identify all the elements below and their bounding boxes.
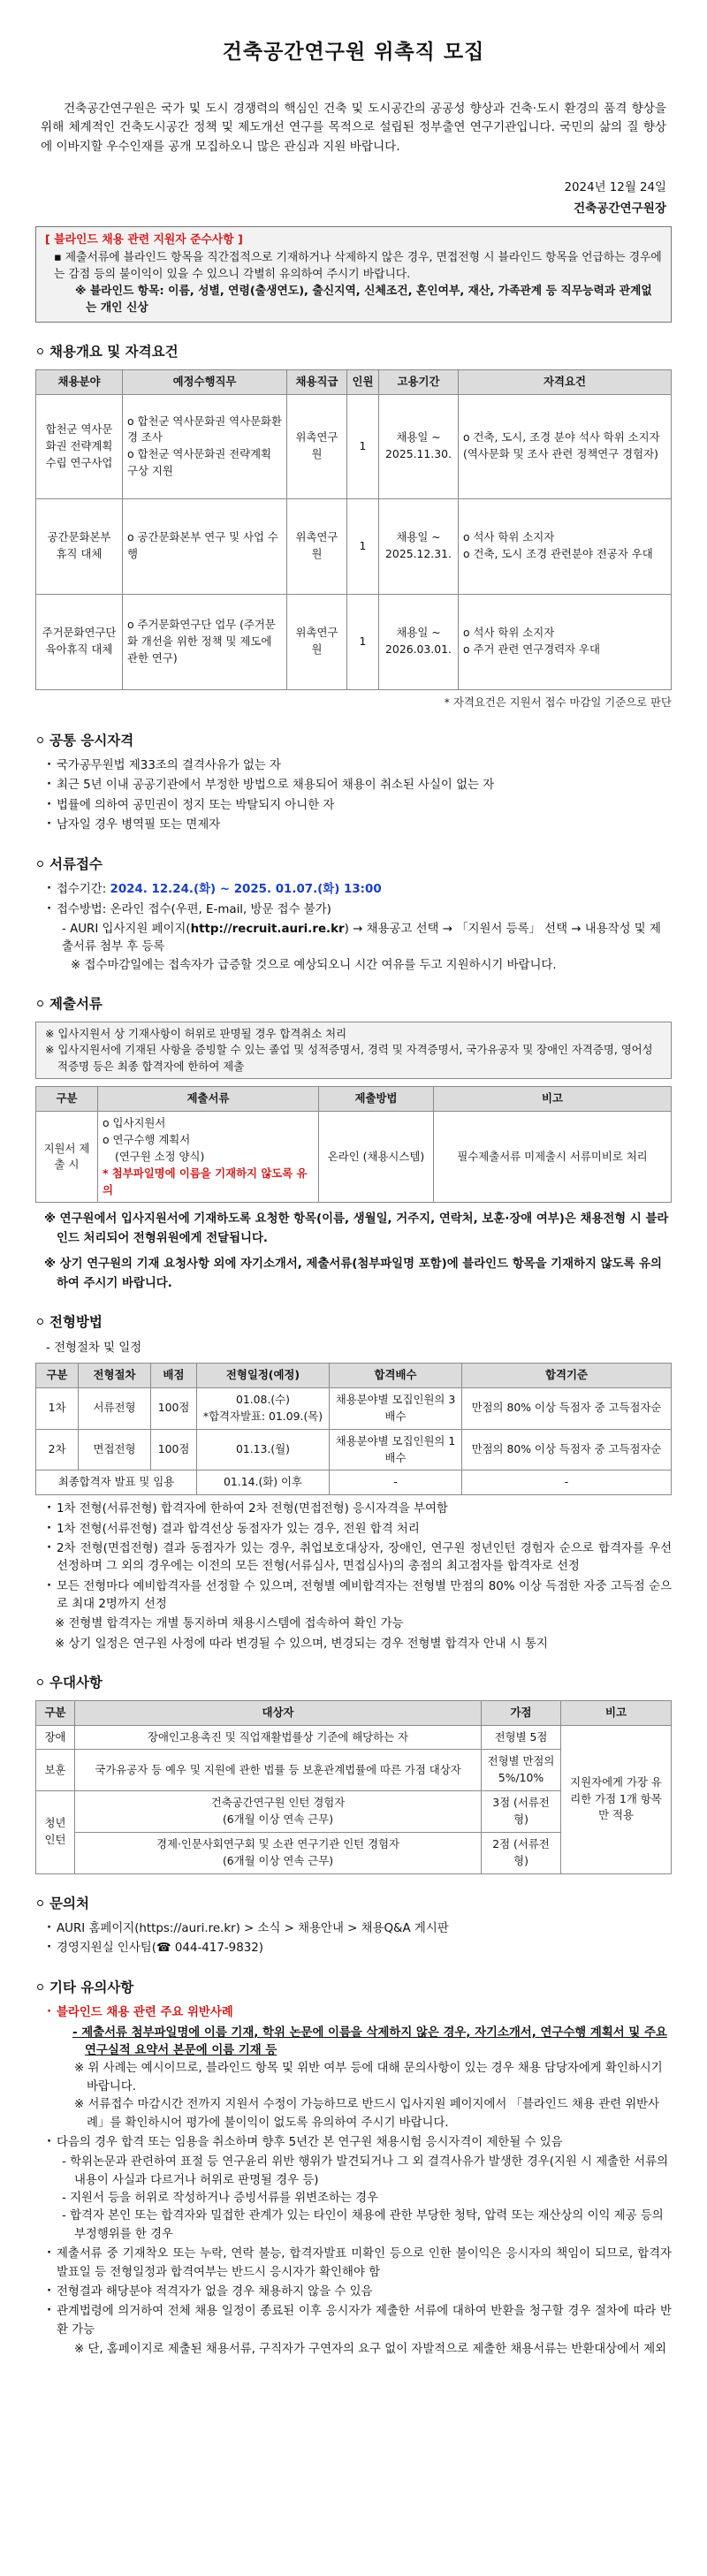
violation-examples: - 제출서류 첨부파일명에 이름 기재, 학위 논문에 이름을 삭제하지 않은 경우, 자기소개서, 연구수행 계획서 및 주요 연구실적 요약서 본문에 이름 기재 등 [72, 2025, 667, 2058]
circle-bullet-icon [37, 861, 43, 867]
list-item: · 관계법령에 의거하여 전체 채용 일정이 종료된 이후 응시자가 제출한 서류에 대하여 반환을 청구할 경우 절차에 따라 반환 가능 [46, 2303, 672, 2339]
selection-note: ※ 상기 일정은 연구원 사정에 따라 변경될 수 있으며, 변경되는 경우 전형별 합격자 안내 시 통지 [55, 1637, 548, 1651]
duty-cell: o 합천군 역사문화권 역사문화환경 조사 o 합천군 역사문화권 전략계획 구상 지원 [123, 394, 287, 498]
grade-cell: 위촉연구원 [287, 394, 347, 498]
count-cell: 1 [347, 498, 379, 594]
table-header-row [36, 369, 672, 394]
circle-bullet-icon [37, 1679, 43, 1685]
submit-documents-table [35, 1086, 672, 1203]
table-row: 장애 장애인고용촉진 및 직업재활법률상 기준에 해당하는 자 전형별 5점 지원자에게 가장 유리한 가점 1개 항목만 적용 [36, 1725, 672, 1750]
section-heading-misc: 기타 유의사항 [37, 1978, 672, 1999]
col-header: 비고 [434, 1087, 672, 1112]
organization-head: 건축공간연구원장 [573, 201, 666, 216]
blind-items-warning: ※ 상기 연구원의 기재 요청사항 외에 자기소개서, 제출서류(첨부파일명 포함)에 블라인드 항목을 기재하지 않도록 유의하여 주시기 바랍니다. [44, 1258, 662, 1290]
col-header: 가점 [482, 1700, 561, 1725]
intro-paragraph: 건축공간연구원은 국가 및 도시 경쟁력의 핵심인 건축 및 도시공간의 공공성 향상과 건축·도시 환경의 품격 향상을 위해 체계적인 건축도시공간 정책 및 제도개선 연구를 목적으로 설립된 정부출연 연구기관입니다. 국민의 삶의 질 향상에 이바지할 우수인재를 공개 모집하오니 많은 관심과 지원 바랍니다. [41, 101, 666, 154]
receipt-period: · 접수기간: 2024. 12.24.(화) ~ 2025. 01.07.(화) 13:00 [46, 881, 672, 899]
selection-caption: - 전형절차 및 일정 [46, 1341, 142, 1355]
grade-cell: 위촉연구원 [287, 498, 347, 594]
circle-bullet-icon [37, 348, 43, 354]
circle-bullet-icon [37, 1000, 43, 1007]
table-row: 보훈 국가유공자 등 예우 및 지원에 관한 법률 등 보훈관계법률에 따른 가점 대상자 전형별 만점의 5%/10% [36, 1750, 672, 1791]
count-cell: 1 [347, 594, 379, 689]
misc-note: ※ 단, 홈페이지로 제출된 채용서류, 구직자가 구연자의 요구 없이 자발적으로 제출한 채용서류는 반환대상에서 제외 [74, 2343, 667, 2357]
col-header: 제출방법 [319, 1087, 434, 1112]
table-row [36, 498, 672, 594]
submit-items-cell: o 입사지원서 o 연구수행 계획서 (연구원 소정 양식) * 첨부파일명에 이름을 기재하지 않도록 유의 [98, 1112, 319, 1203]
recruitment-table [35, 369, 672, 690]
col-header: 합격배수 [330, 1364, 462, 1388]
preference-remark: 지원자에게 가장 유리한 가점 1개 항목만 적용 [561, 1725, 672, 1873]
col-header: 채용분야 [36, 369, 123, 394]
submit-row-label: 지원서 제출 시 [36, 1112, 98, 1203]
section-heading-submit: 제출서류 [37, 994, 672, 1015]
preference-table [35, 1700, 672, 1874]
table-row: 청년 인턴 건축공간연구원 인턴 경험자 (6개월 이상 연속 근무) 3점 (서류전형) [36, 1791, 672, 1833]
col-header: 비고 [561, 1700, 672, 1725]
misc-note: ※ 서류접수 마감시간 전까지 지원서 수정이 가능하므로 반드시 입사지원 페이지에서 「블라인드 채용 관련 위반사례」를 확인하시어 평가에 불이익이 없도록 유의하여 주시기 바랍니다. [74, 2098, 660, 2130]
table-header-row [36, 1700, 672, 1725]
blind-notice-heading: [ 블라인드 채용 관련 지원자 준수사항 ] [45, 233, 243, 247]
misc-note: ※ 위 사례는 예시이므로, 블라인드 항목 및 위반 여부 등에 대해 문의사항이 있는 경우 채용 담당자에게 확인하시기 바랍니다. [74, 2062, 663, 2093]
section-heading-selection: 전형방법 [37, 1312, 672, 1334]
list-item: · 제출서류 중 기재착오 또는 누락, 연락 불능, 합격자발표 미확인 등으로 인한 불이익은 응시자의 책임이 되므로, 합격자 발표일 등 전형일정과 합격여부는 반드시 응시자가 확인해야 함 [46, 2245, 672, 2282]
blind-notice-line: ▪ 제출서류에 블라인드 항목을 직간접적으로 기재하거나 삭제하지 않은 경우, 면접전형 시 블라인드 항목을 언급하는 경우에는 감점 등의 불이익이 있을 수 있으니 각별히 유의하여 주시기 바랍니다. [54, 250, 662, 281]
list-item: · 1차 전형(서류전형) 합격자에 한하여 2차 전형(면접전형) 응시자격을 부여함 [46, 1501, 672, 1518]
table-header-row [36, 1364, 672, 1388]
qualification-cell: o 석사 학위 소지자 o 주거 관련 연구경력자 우대 [459, 594, 672, 689]
col-header: 채용직급 [287, 369, 347, 394]
selection-rules-list [35, 1501, 672, 1614]
section-heading-overview: 채용개요 및 자격요건 [37, 342, 672, 363]
contact-list [35, 1920, 672, 1958]
blind-items-note: ※ 블라인드 항목: 이름, 성별, 연령(출생연도), 출신지역, 신체조건, 혼인여부, 재산, 가족관계 등 직무능력과 관계없는 개인 신상 [75, 284, 652, 315]
submit-method-cell: 온라인 (채용시스템) [319, 1112, 434, 1203]
common-qualification-list [35, 757, 672, 835]
list-item: · 다음의 경우 합격 또는 임용을 취소하며 향후 5년간 본 연구원 채용시험 응시자격이 제한될 수 있음 [46, 2134, 672, 2152]
field-cell: 공간문화본부 휴직 대체 [36, 498, 123, 594]
circle-bullet-icon [37, 737, 43, 743]
final-row-label: 최종합격자 발표 및 임용 [36, 1470, 197, 1495]
list-item: · 모든 전형마다 예비합격자를 선정할 수 있으며, 전형별 예비합격자는 전형별 만점의 80% 이상 득점한 자중 고득점 순으로 최대 2명까지 선정 [46, 1578, 672, 1615]
table-row: 최종합격자 발표 및 임용 01.14.(화) 이후 - - [36, 1470, 672, 1495]
list-item: · 남자일 경우 병역필 또는 면제자 [46, 817, 672, 834]
field-cell: 합천군 역사문화권 전략계획 수립 연구사업 [36, 394, 123, 498]
col-header: 예정수행직무 [123, 369, 287, 394]
table-header-row [36, 1087, 672, 1112]
recruit-site-link[interactable]: http://recruit.auri.re.kr [190, 922, 345, 936]
notice-date: 2024년 12월 24일 [564, 181, 666, 195]
table-row: 2차 면접전형 100점 01.13.(월) 채용분야별 모집인원의 1배수 만점의 80% 이상 득점자 중 고득점자순 [36, 1429, 672, 1470]
misc-list [35, 2004, 672, 2022]
list-item: · 전형결과 해당분야 적격자가 없을 경우 채용하지 않을 수 있음 [46, 2283, 672, 2301]
qualification-cell: o 건축, 도시, 조경 분야 석사 학위 소지자 (역사문화 및 조사 관련 정책연구 경험자) [459, 394, 672, 498]
table-row: 1차 서류전형 100점 01.08.(수) *합격자발표: 01.09.(목) 채용분야별 모집인원의 3배수 만점의 80% 이상 득점자 중 고득점자순 [36, 1387, 672, 1429]
table-footnote: * 자격요건은 지원서 접수 마감일 기준으로 판단 [444, 695, 672, 709]
col-header: 전형절차 [79, 1364, 151, 1388]
period-cell: 채용일 ~ 2026.03.01. [379, 594, 459, 689]
blind-hiring-notice-box [35, 226, 672, 323]
receipt-steps: - AURI 입사지원 페이지(http://recruit.auri.re.kr) → 채용공고 선택 → 「지원서 등록」 선택 → 내용작성 및 제출서류 첨부 후 등록 [62, 922, 661, 954]
receipt-note: ※ 접수마감일에는 접속자가 급증할 것으로 예상되오니 시간 여유를 두고 지원하시기 바랍니다. [71, 958, 557, 972]
list-item: · 최근 5년 이내 공공기관에서 부정한 방법으로 채용되어 채용이 취소된 사실이 없는 자 [46, 777, 672, 794]
period-cell: 채용일 ~ 2025.12.31. [379, 498, 459, 594]
section-heading-common: 공통 응시자격 [37, 731, 672, 752]
col-header: 구분 [36, 1700, 75, 1725]
selection-schedule-table [35, 1363, 672, 1495]
schedule-cell: 01.13.(월) [197, 1429, 330, 1470]
schedule-cell: 01.08.(수) *합격자발표: 01.09.(목) [197, 1387, 330, 1429]
table-row [36, 1112, 672, 1203]
duty-cell: o 주거문화연구단 업무 (주거문화 개선을 위한 정책 및 제도에 관한 연구) [123, 594, 287, 689]
section-heading-receipt: 서류접수 [37, 855, 672, 876]
table-row [36, 394, 672, 498]
list-item: · 블라인드 채용 관련 주요 위반사례 [46, 2004, 672, 2022]
col-header: 대상자 [75, 1700, 482, 1725]
submit-notice-box: ※ 입사지원서 상 기재사항이 허위로 판명될 경우 합격취소 처리 ※ 입사지원서에 기재된 사항을 증빙할 수 있는 졸업 및 성적증명서, 경력 및 자격증명서, 국가유공자 및 장애인 자격증명, 영어성적증명 등은 최종 합격자에 한하여 제출 [35, 1022, 672, 1080]
selection-note: ※ 전형별 합격자는 개별 통지하며 채용시스템에 접속하여 확인 가능 [55, 1617, 404, 1631]
list-item: · 1차 전형(서류전형) 결과 합격선상 동점자가 있는 경우, 전원 합격 처리 [46, 1521, 672, 1539]
grade-cell: 위촉연구원 [287, 594, 347, 689]
col-header: 배점 [151, 1364, 197, 1388]
circle-bullet-icon [37, 1984, 43, 1990]
period-cell: 채용일 ~ 2025.11.30. [379, 394, 459, 498]
misc-list [35, 2134, 672, 2152]
col-header: 합격기준 [462, 1364, 672, 1388]
circle-bullet-icon [37, 1900, 43, 1906]
col-header: 구분 [36, 1364, 79, 1388]
qualification-cell: o 석사 학위 소지자 o 건축, 도시 조경 관련분야 전공자 우대 [459, 498, 672, 594]
contact-phone: · 경영지원실 인사팀(☎ 044-417-9832) [46, 1940, 672, 1957]
col-header: 자격요건 [459, 369, 672, 394]
table-row: 경제·인문사회연구회 및 소관 연구기관 인턴 경험자 (6개월 이상 연속 근무) 2점 (서류전형) [36, 1832, 672, 1873]
field-cell: 주거문화연구단 육아휴직 대체 [36, 594, 123, 689]
blind-processing-warning: ※ 연구원에서 입사지원서에 기재하도록 요청한 항목(이름, 생월일, 거주지, 연락처, 보훈·장애 여부)은 채용전형 시 블라인드 처리되어 전형위원에게 전달됩니다. [44, 1212, 669, 1245]
duty-cell: o 공간문화본부 연구 및 사업 수행 [123, 498, 287, 594]
table-row [36, 594, 672, 689]
count-cell: 1 [347, 394, 379, 498]
col-header: 구분 [36, 1087, 98, 1112]
contact-homepage-link[interactable]: · AURI 홈페이지(https://auri.re.kr) > 소식 > 채용안내 > 채용Q&A 게시판 [46, 1920, 672, 1938]
section-heading-contact: 문의처 [37, 1894, 672, 1915]
section-heading-preference: 우대사항 [37, 1673, 672, 1694]
list-item: · 법률에 의하여 공민권이 정지 또는 박탈되지 아니한 자 [46, 797, 672, 815]
col-header: 제출서류 [98, 1087, 319, 1112]
list-item: · 2차 전형(면접전형) 결과 동점자가 있는 경우, 취업보호대상자, 장애인, 연구원 정년인턴 경험자 순으로 합격자를 우선 선정하며 그 외의 경우에는 이전의 모든 전형(서류심사, 면접심사)의 총점의 최고점자를 합격자로 선정 [46, 1540, 672, 1577]
list-item: · 국가공무원법 제33조의 결격사유가 없는 자 [46, 757, 672, 775]
receipt-list [35, 881, 672, 919]
submit-remark-cell: 필수제출서류 미제출시 서류미비로 처리 [434, 1112, 672, 1203]
receipt-method: · 접수방법: 온라인 접수(우편, E-mail, 방문 접수 불가) [46, 901, 672, 919]
col-header: 전형일정(예정) [197, 1364, 330, 1388]
misc-list [35, 2245, 672, 2339]
page-title: 건축공간연구원 위촉직 모집 [222, 41, 485, 64]
recruitment-notice-page: 건축공간연구원 위촉직 모집 건축공간연구원은 국가 및 도시 경쟁력의 핵심인 건축 및 도시공간의 공공성 향상과 건축·도시 환경의 품격 향상을 위해 체계적인 건축도시공간 정책 및 제도개선 연구를 목적으로 설립된 정부출연 연구기관입니다. 국민의 삶의 질 향상에 이바지할 우수인재를 공개 모집하오니 많은 관심과 지원 바랍니다. 2024년 12월 24일 건축공간연구원장 [ 블라인드 채용 관련 지원자 준수사항 ] ▪ 제출서류에 블라인드 항목을 직간접적으로 기재하거나 삭제하지 않은 경우, 면접전형 시 블라인드 항목을 언급하는 경우에는 감점 등의 불이익이 있을 수 있으니 각별히 유의하여 주시기 바랍니다. ※ 블라인드 항목: 이름, 성별, 연령(출생연도), 출신지역, 신체조건, 혼인여부, 재산, 가족관계 등 직무능력과 관계없는 개인 신상 채용개요 및 자격요건 채용분야 예정수행직무 채용직급 인원 고용기간 자격요건 합천군 역사문화권 전략계획 수립 연구사업 o 합천군 역사문화권 역사문화환경 조사 o 합천군 역사문화권 전략계획 구상 지원 위촉연구원 1 채용일 ~ 2025.11.30. o 건축, 도시, 조경 분야 석사 학위 소지자 (역사문화 및 조사 관련 정책연구 경험자) 공간문화본부 휴직 대체 o 공간문화본부 연구 및 사업 수행 위촉연구원 1 채용일 ~ 2025.12.31. o 석사 학위 소지자 o 건축, 도시 조경 관련분야 전공자 우대 주거문화연구단 육아휴직 대체 o 주거문화연구단 업무 (주거문화 개선을 위한 정책 및 제도에 관한 연구) 위촉연구원 1 채용일 ~ 2026.03.01. o 석사 학위 소지자 o 주거 관련 연구경력자 우대 * 자격요건은 지원서 접수 마감일 기준으로 판단 공통 응시자격 · 국가공무원법 제33조의 결격사유가 없는 자 · 최근 5년 이내 공공기관에서 부정한 방법으로 채용되어 채용이 취소된 사실이 없는 자 · 법률에 의하여 공민권이 정지 또는 박탈되지 아니한 자 · 남자일 경우 병역필 또는 면제자 서류접수 · 접수기간: 2024. 12.24.(화) ~ 2025. 01.07.(화) 13:00 · 접수방법: 온라인 접수(우편, E-mail, 방문 접수 불가) - AURI 입사지원 페이지(http://recruit.auri.re.kr) → 채용공고 선택 → 「지원서 등록」 선택 → 내용작성 및 제출서류 첨부 후 등록 ※ 접수마감일에는 접속자가 급증할 것으로 예상되오니 시간 여유를 두고 지원하시기 바랍니다. 제출서류 ※ 입사지원서 상 기재사항이 허위로 판명될 경우 합격취소 처리 ※ 입사지원서에 기재된 사항을 증빙할 수 있는 졸업 및 성적증명서, 경력 및 자격증명서, 국가유공자 및 장애인 자격증명, 영어성적증명 등은 최종 합격자에 한하여 제출 구분 제출서류 제출방법 비고 지원서 제출 시 o 입사지원서 o 연구수행 계획서 (연구원 소정 양식) * 첨부파일명에 이름을 기재하지 않도록 유의 온라인 (채용시스템) 필수제출서류 미제출시 서류미비로 처리 ※ 연구원에서 입사지원서에 기재하도록 요청한 항목(이름, 생월일, 거주지, 연락처, 보훈·장애 여부)은 채용전형 시 블라인드 처리되어 전형위원에게 전달됩니다. ※ 상기 연구원의 기재 요청사항 외에 자기소개서, 제출서류(첨부파일명 포함)에 블라인드 항목을 기재하지 않도록 유의하여 주시기 바랍니다. 전형방법 - 전형절차 및 일정 구분 전형절차 배점 전형일정(예정) 합격배수 합격기준 1차 서류전형 100점 01.08.(수) *합격자발표: 01.09.(목) 채용분야별 모집인원의 3배수 만점의 80% 이상 득점자 중 고득점자순 2차 면접전형 100점 01.13.(월) 채용분야별 모집인원의 1배수 만점의 80% 이상 득점자 중 고득점자순 최종합격자 발표 및 임용 01.14.(화) 이후 - - · 1차 전형(서류전형) 합격자에 한하여 2차 전형(면접전형) 응시자격을 부여함 · 1차 전형(서류전형) 결과 합격선상 동점자가 있는 경우, 전원 합격 처리 · 2차 전형(면접전형) 결과 동점자가 있는 경우, 취업보호대상자, 장애인, 연구원 정년인턴 경험자 순으로 합격자를 우선 선정하며 그 외의 경우에는 이전의 모든 전형(서류심사, 면접심사)의 총점의 최고점자를 합격자로 선정 · 모든 전형마다 예비합격자를 선정할 수 있으며, 전형별 예비합격자는 전형별 만점의 80% 이상 득점한 자중 고득점 순으로 최대 2명까지 선정 ※ 전형별 합격자는 개별 통지하며 채용시스템에 접속하여 확인 가능 ※ 상기 일정은 연구원 사정에 따라 변경될 수 있으며, 변경되는 경우 전형별 합격자 안내 시 통지 우대사항 구분 대상자 가점 비고 장애 장애인고용촉진 및 직업재활법률상 기준에 해당하는 자 전형별 5점 지원자에게 가장 유리한 가점 1개 항목만 적용 보훈 국가유공자 등 예우 및 지원에 관한 법률 등 보훈관계법률에 따른 가점 대상자 전형별 만점의 5%/10% 청년 인턴 건축공간연구원 인턴 경험자 (6개월 이상 연속 근무) 3점 (서류전형) 경제·인문사회연구회 및 소관 연구기관 인턴 경험자 (6개월 이상 연속 근무) 2점 (서류전형) 문의처 · AURI 홈페이지(https://auri.re.kr) > 소식 > 채용안내 > 채용Q&A 게시판 · 경영지원실 인사팀(☎ 044-417-9832) 기타 유의사항 · 블라인드 채용 관련 주요 위반사례 - 제출서류 첨부파일명에 이름 기재, 학위 논문에 이름을 삭제하지 않은 경우, 자기소개서, 연구수행 계획서 및 주요 연구실적 요약서 본문에 이름 기재 등 ※ 위 사례는 예시이므로, 블라인드 항목 및 위반 여부 등에 대해 문의사항이 있는 경우 채용 담당자에게 확인하시기 바랍니다. ※ 서류접수 마감시간 전까지 지원서 수정이 가능하므로 반드시 입사지원 페이지에서 「블라인드 채용 관련 위반사례」를 확인하시어 평가에 불이익이 없도록 유의하여 주시기 바랍니다. · 다음의 경우 합격 또는 임용을 취소하며 향후 5년간 본 연구원 채용시험 응시자격이 제한될 수 있음 - 학위논문과 관련하여 표절 등 연구윤리 위반 행위가 발견되거나 그 외 결격사유가 발생한 경우(지원 시 제출한 서류의 내용이 사실과 다르거나 허위로 판명될 경우 등) - 지원서 등을 허위로 작성하거나 증빙서류를 위변조하는 경우 - 합격자 본인 또는 합격자와 밀접한 관계가 있는 타인이 채용에 관한 부당한 청탁, 압력 또는 재산상의 이익 제공 등의 부정행위를 한 경우 · 제출서류 중 기재착오 또는 누락, 연락 불능, 합격자발표 미확인 등으로 인한 불이익은 응시자의 책임이 되므로, 합격자 발표일 등 전형일정과 합격여부는 반드시 응시자가 확인해야 함 · 전형결과 해당분야 적격자가 없을 경우 채용하지 않을 수 있음 · 관계법령에 의거하여 전체 채용 일정이 종료된 이후 응시자가 제출한 서류에 대하여 반환을 청구할 경우 절차에 따라 반환 가능 ※ 단, 홈페이지로 제출된 채용서류, 구직자가 구연자의 요구 없이 자발적으로 제출한 채용서류는 반환대상에서 제외 [0, 0, 707, 2576]
col-header: 고용기간 [379, 369, 459, 394]
circle-bullet-icon [37, 1318, 43, 1325]
col-header: 인원 [347, 369, 379, 394]
